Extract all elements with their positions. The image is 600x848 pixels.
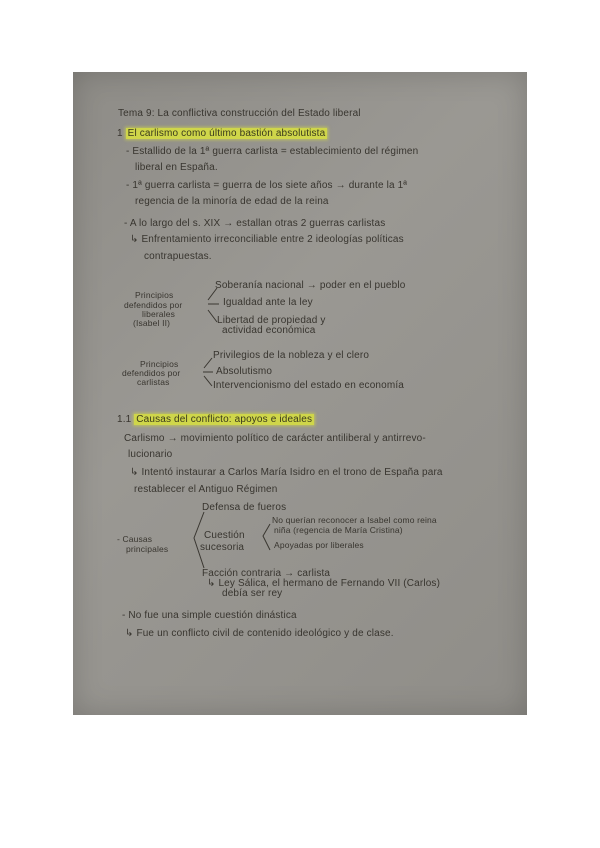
note-line: - Estallido de la 1ª guerra carlista = establecimiento del régimen xyxy=(126,146,419,157)
section-1-number: 1 xyxy=(117,128,123,139)
sucesoria-detail: No querían reconocer a Isabel como reina xyxy=(272,515,437,525)
ley-salica: debía ser rey xyxy=(222,588,283,599)
note-line: lucionario xyxy=(128,449,173,460)
causa-defensa-fueros: Defensa de fueros xyxy=(202,502,287,513)
note-line: - A lo largo del s. XIX → estallan otras 2 guerras carlistas xyxy=(124,218,386,229)
page-title: Tema 9: La conflictiva construcción del Estado liberal xyxy=(118,108,361,119)
note-line: liberal en España. xyxy=(135,162,218,173)
ley-salica: ↳ Ley Sálica, el hermano de Fernando VII (Carlos) xyxy=(207,578,441,589)
carlistas-label: Principios xyxy=(140,359,179,369)
section-2-heading xyxy=(117,414,314,426)
carlistas-label: carlistas xyxy=(137,377,170,387)
liberales-label: Principios xyxy=(135,290,174,300)
section-1-heading xyxy=(117,128,327,140)
note-line: regencia de la minoría de edad de la reina xyxy=(135,196,329,207)
liberales-item: actividad económica xyxy=(222,325,316,336)
liberales-label: defendidos por xyxy=(124,300,183,310)
note-line: ↳ Fue un conflicto civil de contenido ideológico y de clase. xyxy=(125,628,394,639)
note-line: ↳ Enfrentamiento irreconciliable entre 2 ideologías políticas xyxy=(130,234,404,245)
carlistas-item: Privilegios de la nobleza y el clero xyxy=(213,350,370,361)
sucesoria-detail: Apoyadas por liberales xyxy=(274,540,364,550)
causas-label: principales xyxy=(126,544,169,554)
faccion-contraria: Facción contraria → carlista xyxy=(202,568,331,579)
note-line: contrapuestas. xyxy=(144,251,212,262)
liberales-label: liberales xyxy=(142,309,176,319)
liberales-item: Libertad de propiedad y xyxy=(217,315,326,326)
causas-label: - Causas xyxy=(117,534,153,544)
liberales-item: Igualdad ante la ley xyxy=(223,297,313,308)
liberales-label: (Isabel II) xyxy=(133,318,171,328)
liberales-item: Soberanía nacional → poder en el pueblo xyxy=(215,280,406,291)
carlistas-item: Absolutismo xyxy=(216,366,273,377)
section-2-heading-text: Causas del conflicto: apoyos e ideales xyxy=(136,414,313,425)
note-line: - 1ª guerra carlista = guerra de los siete años → durante la 1ª xyxy=(126,180,408,191)
cuestion-sucesoria-label: Cuestión xyxy=(204,530,245,541)
note-line: restablecer el Antiguo Régimen xyxy=(134,484,278,495)
carlistas-item: Intervencionismo del estado en economía xyxy=(213,380,404,391)
sucesoria-brace xyxy=(260,520,274,556)
section-1-heading-text: El carlismo como último bastión absolutista xyxy=(127,128,326,139)
carlistas-label: defendidos por xyxy=(122,368,181,378)
note-line: Carlismo → movimiento político de carácter antiliberal y antirrevo- xyxy=(124,433,426,444)
cuestion-sucesoria-label: sucesoria xyxy=(200,542,245,553)
sucesoria-detail: niña (regencia de María Cristina) xyxy=(274,525,403,535)
note-line: ↳ Intentó instaurar a Carlos María Isidro en el trono de España para xyxy=(130,467,443,478)
section-2-number: 1.1 xyxy=(117,414,132,425)
note-line: - No fue una simple cuestión dinástica xyxy=(122,610,297,621)
